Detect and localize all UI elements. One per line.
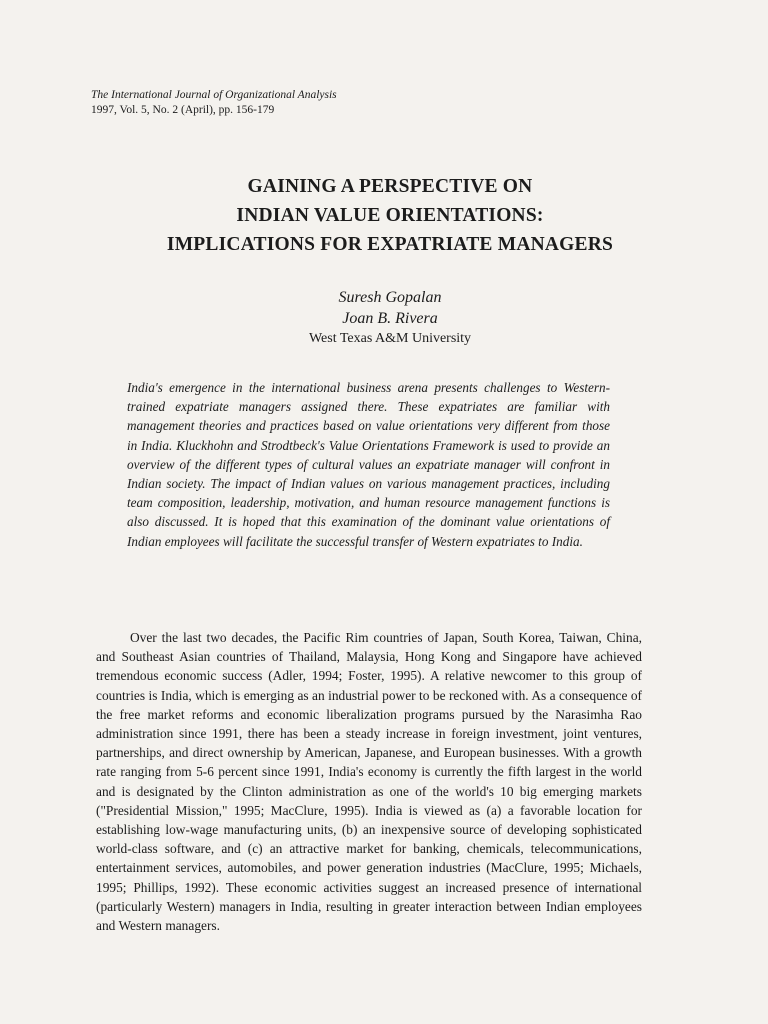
- journal-header: [91, 88, 511, 118]
- journal-name: The International Journal of Organizational Analysis: [91, 89, 337, 101]
- author-name: Suresh Gopalan: [338, 289, 442, 306]
- article-title: [60, 172, 720, 259]
- body-paragraph: Over the last two decades, the Pacific Rim countries of Japan, South Korea, Taiwan, China, and Southeast Asian countries of Thailand, Malaysia, Hong Kong and Singapore have achieved tremendous economic success (Adler, 1994; Foster, 1995). A relative newcomer to this group of countries is India, which is emerging as an industrial power to be reckoned with. As a consequence of the free market reforms and economic liberalization programs pursued by the Narasimha Rao administration since 1991, there has been a steady increase in foreign investment, joint ventures, partnerships, and direct ownership by American, Japanese, and European businesses. With a growth rate ranging from 5-6 percent since 1991, India's economy is currently the fifth largest in the world and is designated by the Clinton administration as one of the world's 10 big emerging markets ("Presidential Mission," 1995; MacClure, 1995). India is viewed as (a) a favorable location for establishing low-wage manufacturing units, (b) an inexpensive source of developing sophisticated world-class software, and (c) an attractive market for banking, chemicals, telecommunications, entertainment services, automobiles, and power generation industries (MacClure, 1995; Michaels, 1995; Phillips, 1992). These economic activities suggest an increased presence of international (particularly Western) managers in India, resulting in greater interaction between Indian employees and Western managers.: [96, 630, 642, 934]
- author-affiliation: West Texas A&M University: [308, 331, 472, 346]
- title-line: GAINING A PERSPECTIVE ON: [247, 176, 533, 197]
- title-line: IMPLICATIONS FOR EXPATRIATE MANAGERS: [166, 234, 614, 255]
- title-line: INDIAN VALUE ORIENTATIONS:: [236, 205, 544, 226]
- author-block: [160, 287, 620, 349]
- journal-issue-info: 1997, Vol. 5, No. 2 (April), pp. 156-179: [91, 104, 275, 116]
- abstract: India's emergence in the international business arena presents challenges to Western-trained expatriate managers assigned there. These expatriates are familiar with management theories and practices based on value orientations very different from those in India. Kluckhohn and Strodtbeck's Value Orientations Framework is used to provide an overview of the different types of cultural values an expatriate manager will confront in Indian society. The impact of Indian values on various management practices, including team composition, leadership, motivation, and human resource management functions is also discussed. It is hoped that this examination of the dominant value orientations of Indian employees will facilitate the successful transfer of Western expatriates to India.: [127, 380, 610, 549]
- author-name: Joan B. Rivera: [342, 310, 438, 327]
